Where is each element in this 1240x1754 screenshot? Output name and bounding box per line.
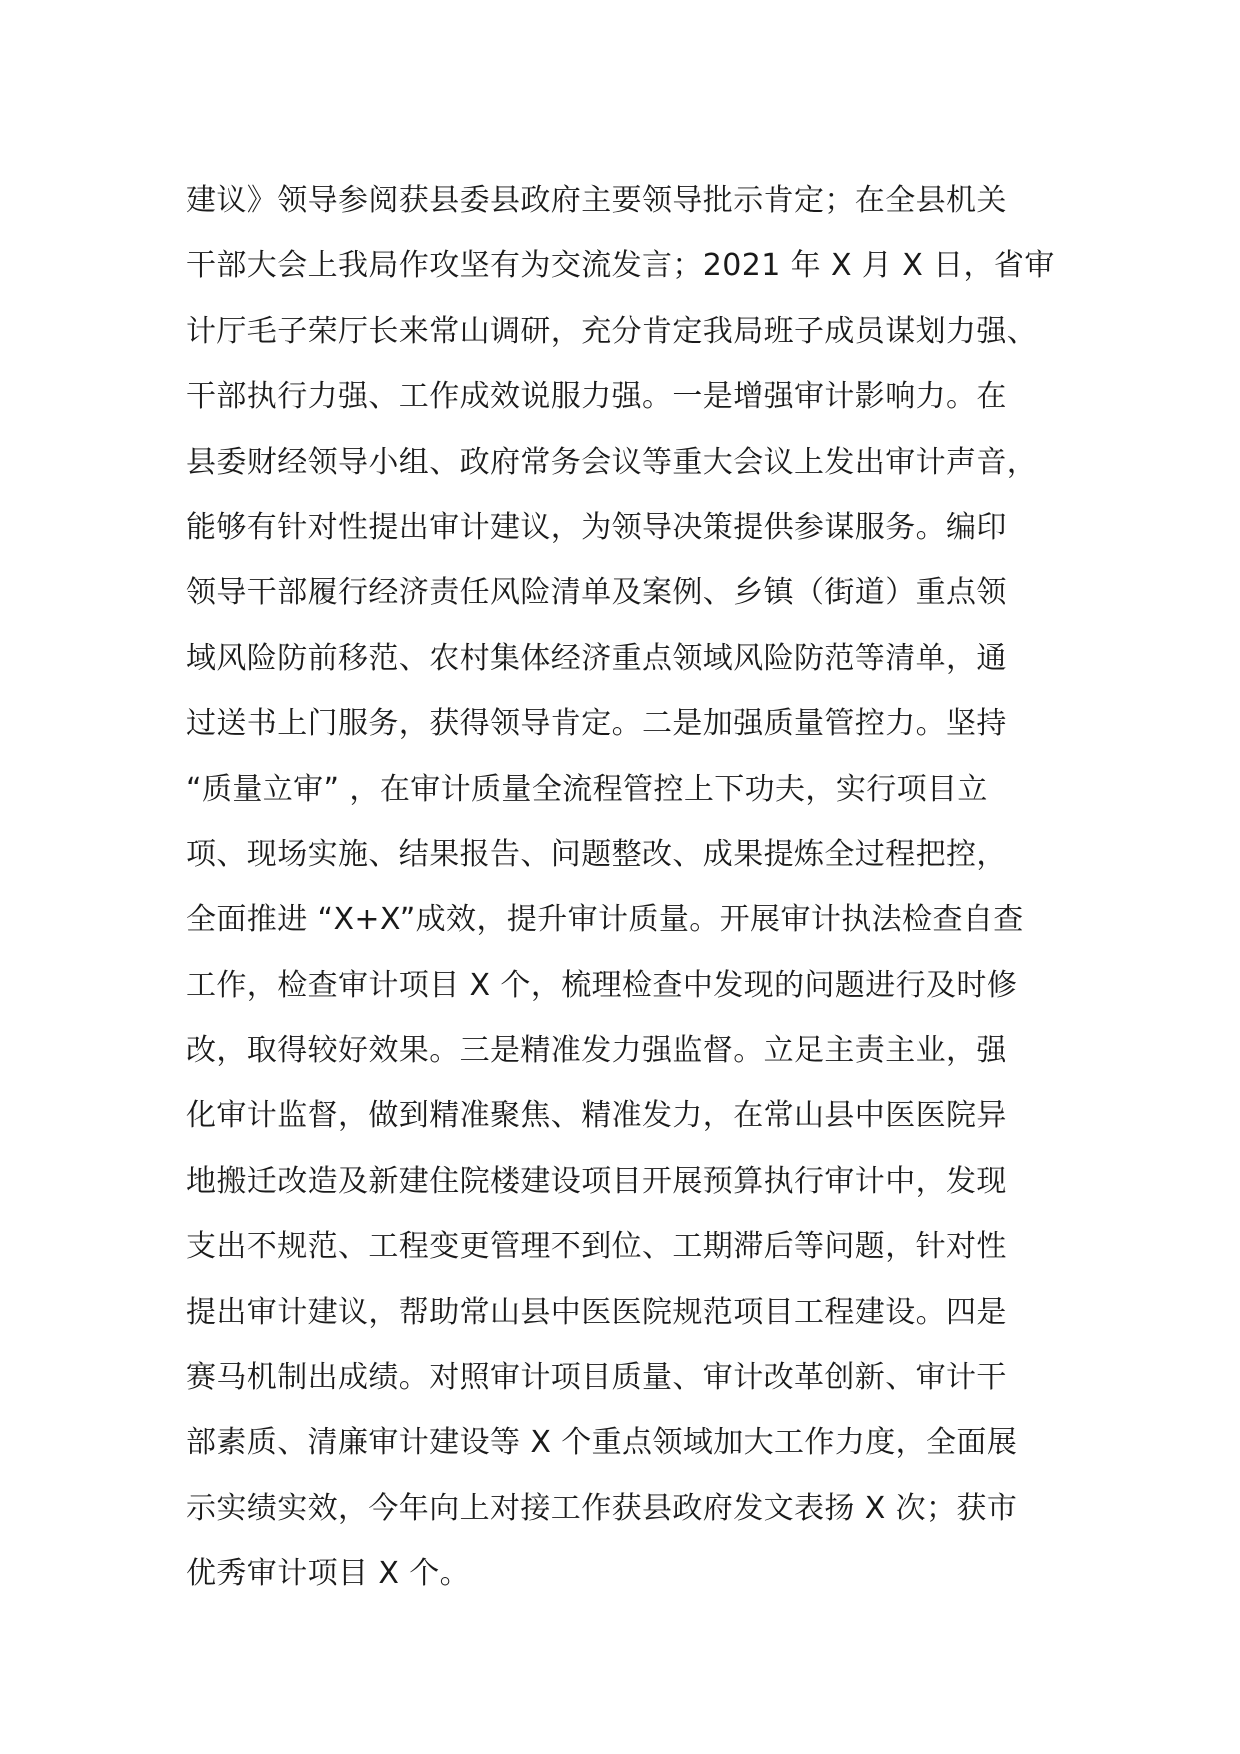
text-line: 干部大会上我局作攻坚有为交流发言；2021 年 X 月 X 日，省审 (186, 248, 1055, 284)
text-line: 赛马机制出成绩。对照审计项目质量、审计改革创新、审计干 (186, 1360, 1007, 1396)
text-line: 干部执行力强、工作成效说服力强。一是增强审计影响力。在 (186, 379, 1007, 415)
text-line: 改，取得较好效果。三是精准发力强监督。立足主责主业，强 (186, 1033, 1007, 1069)
text-line: “质量立审” ，在审计质量全流程管控上下功夫，实行项目立 (186, 771, 988, 807)
text-line: 能够有针对性提出审计建议，为领导决策提供参谋服务。编印 (186, 509, 1007, 545)
text-line: 县委财经领导小组、政府常务会议等重大会议上发出审计声音， (186, 444, 1038, 480)
body-paragraph (186, 168, 1066, 1607)
text-line: 化审计监督，做到精准聚焦、精准发力，在常山县中医医院异 (186, 1098, 1007, 1134)
text-line: 部素质、清廉审计建设等 X 个重点领域加大工作力度，全面展 (186, 1425, 1018, 1461)
text-line: 项、现场实施、结果报告、问题整改、成果提炼全过程把控， (186, 836, 1007, 872)
text-line: 支出不规范、工程变更管理不到位、工期滞后等问题，针对性 (186, 1229, 1007, 1265)
text-line: 领导干部履行经济责任风险清单及案例、乡镇（街道）重点领 (186, 575, 1007, 611)
text-line: 工作，检查审计项目 X 个，梳理检查中发现的问题进行及时修 (186, 967, 1018, 1003)
text-line: 过送书上门服务，获得领导肯定。二是加强质量管控力。坚持 (186, 706, 1007, 742)
text-line: 提出审计建议，帮助常山县中医医院规范项目工程建设。四是 (186, 1294, 1007, 1330)
text-line: 优秀审计项目 X 个。 (186, 1556, 471, 1592)
text-line: 地搬迁改造及新建住院楼建设项目开展预算执行审计中，发现 (186, 1163, 1007, 1199)
text-line: 计厅毛子荣厅长来常山调研，充分肯定我局班子成员谋划力强、 (186, 313, 1038, 349)
text-line: 全面推进 “X+X”成效，提升审计质量。开展审计执法检查自查 (186, 902, 1024, 938)
text-line: 域风险防前移范、农村集体经济重点领域风险防范等清单，通 (186, 640, 1007, 676)
text-line: 建议》领导参阅获县委县政府主要领导批示肯定；在全县机关 (186, 183, 1007, 218)
text-line: 示实绩实效，今年向上对接工作获县政府发文表扬 X 次；获市 (186, 1490, 1018, 1526)
